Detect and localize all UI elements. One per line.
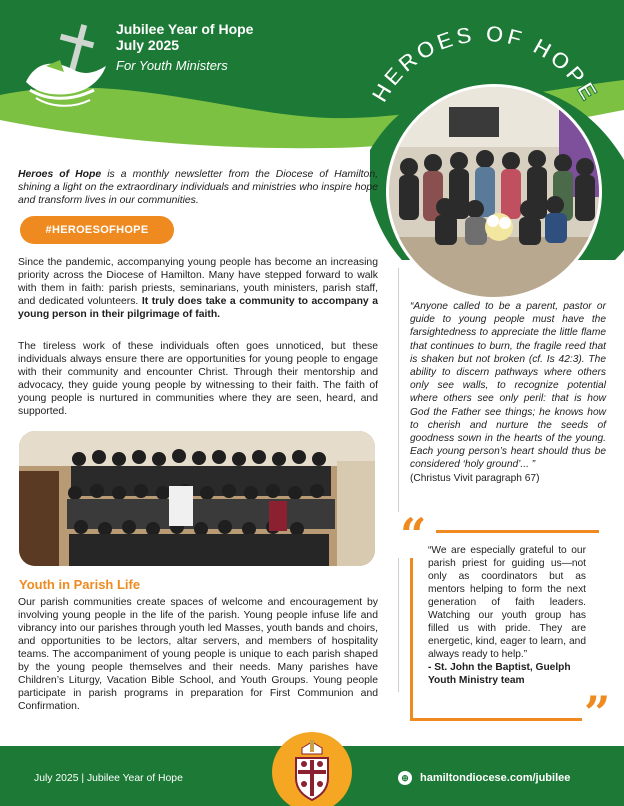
section-heading: Youth in Parish Life — [19, 577, 141, 592]
diocese-crest-icon — [288, 740, 336, 802]
header-title — [116, 21, 253, 53]
testimonial-box-top-border — [436, 530, 599, 533]
quote2-text: “We are especially grateful to our parish priest for guiding us—not only as coordinators but as mentors helping to form the next generation of faith leaders. Watching our youth group has filled us with pride. They are energetic, kind, eager to learn, and always ready to help.” — [428, 545, 586, 660]
intro-text — [18, 168, 378, 207]
header-title-line2: July 2025 — [116, 37, 180, 53]
body-paragraph-1-bold: It truly does take a community to accompany a young person in their pilgrimage of faith. — [18, 296, 379, 320]
body-paragraph-1-text: Since the pandemic, accompanying young people has become an increasing priority across the Diocese of Hamilton. Many have stepped forward to walk with them in faith: parish priests, seminarians, youth ministers, parish staff, and dedicated volunteers. — [18, 257, 378, 307]
footer-website-link[interactable]: hamiltondiocese.com/jubilee — [420, 772, 571, 784]
column-divider — [398, 268, 399, 692]
header-title-line1: Jubilee Year of Hope — [116, 21, 254, 37]
body-paragraph-2: The tireless work of these individuals often goes unnoticed, but these individuals always ensure there are opportunities for young people to engage with their community and encounter Christ. Through their mentorship and advocacy, they guide young people by witnessing to their faith. The faith of young people is nurtured in communities where they are seen, heard, and supported. — [18, 341, 378, 417]
intro-lead: Heroes of Hope — [18, 169, 102, 180]
parish-youth-photo — [19, 431, 375, 566]
intro-body: is a monthly newsletter from the Diocese of Hamilton, shining a light on the extraordinary individuals and ministries who inspire hope and transform lives in our communities. — [18, 169, 378, 206]
testimonial-quote — [428, 544, 586, 687]
christus-vivit-quote — [410, 300, 606, 485]
youth-group-photo — [386, 84, 602, 300]
hashtag-badge: #HEROESOFHOPE — [20, 216, 174, 244]
open-quote-icon: “ — [400, 508, 427, 562]
footer-date: July 2025 | Jubilee Year of Hope — [34, 773, 183, 784]
quote2-attribution: - St. John the Baptist, Guelph Youth Ministry team — [428, 662, 571, 686]
header-subtitle: For Youth Ministers — [116, 58, 228, 73]
section-paragraph: Our parish communities create spaces of welcome and encouragement by involving young people in the life of the parish. Young people infuse life and vibrancy into our parishes through youth led Masses, youth bands and choirs, and opportunities to be lectors, altar servers, and members of hospitality teams. The accompaniment of young people is unique to each parish shaped by the young people themselves and their needs. Many parishes have Children’s Liturgy, Vacation Bible School, and Youth Groups. Young people participate in parish programs in preparation for First Communion and Confirmation. — [18, 597, 378, 712]
globe-icon: ⊕ — [398, 771, 412, 785]
close-quote-icon: ” — [584, 686, 611, 740]
quote1-text: “Anyone called to be a parent, pastor or guide to young people must have the farsightedness to appreciate the little flame that continues to burn, the fragile reed that is shaken but not broken (cf. Is 42:3). The ability to discern pathways where others only see walls, to recognize potential where others see only peril: that is how God the Father see things; he knows how to cherish and nurture the seeds of goodness sown in the hearts of the young. Each young person’s heart should thus be considered ‘holy ground’... ” — [410, 301, 606, 471]
body-paragraph-1 — [18, 256, 378, 321]
jubilee-logo — [16, 20, 112, 116]
banner-text: HEROES OF HOPE — [366, 20, 604, 107]
quote1-reference: (Christus Vivit paragraph 67) — [410, 472, 540, 484]
